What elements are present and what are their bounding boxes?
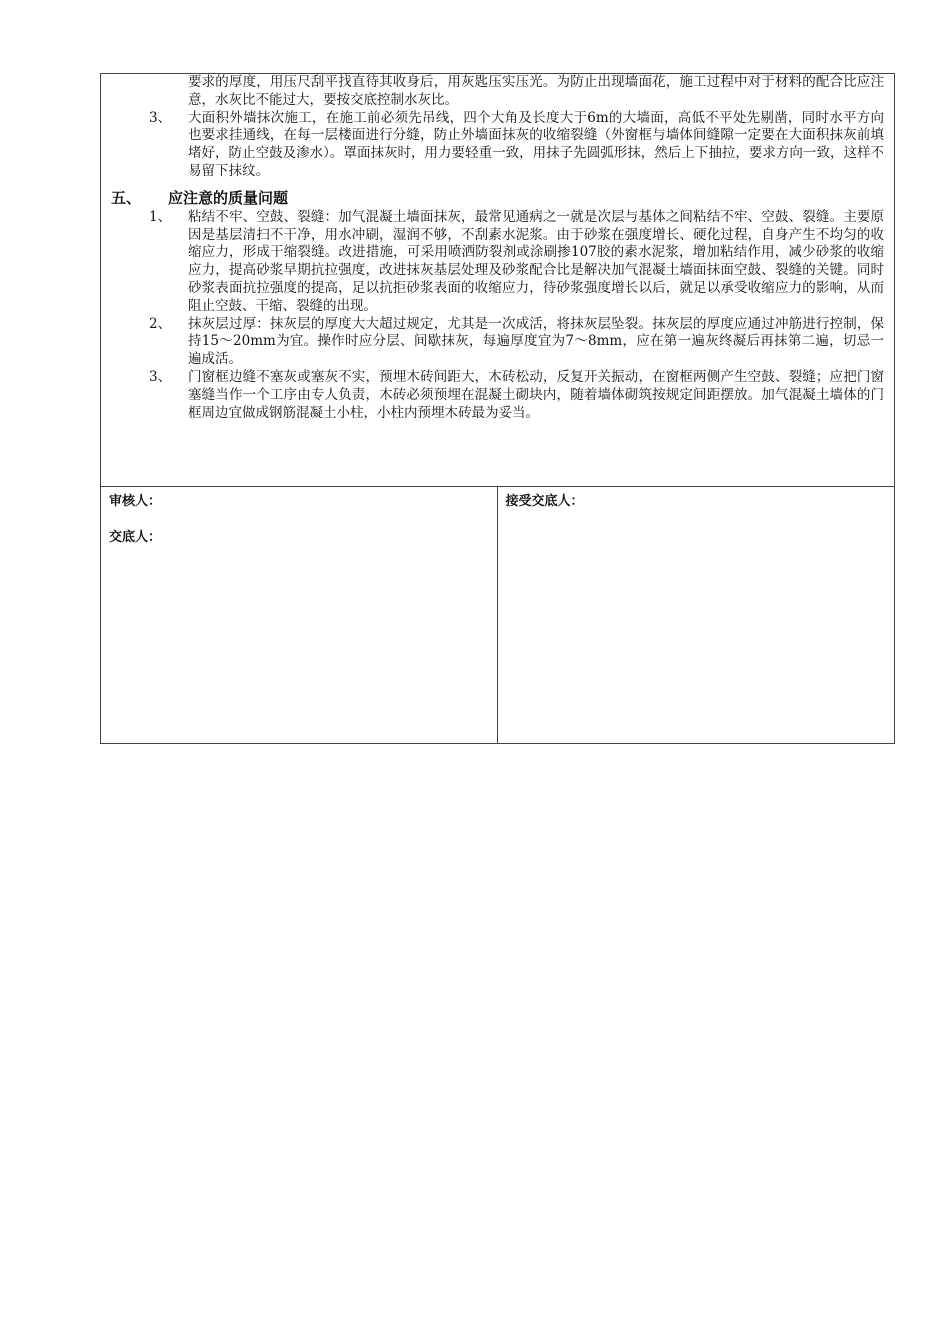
section-number: 五、 <box>111 188 142 207</box>
list-item <box>109 110 886 181</box>
list-item <box>109 369 886 422</box>
list-item <box>109 209 886 316</box>
section-heading <box>109 188 886 208</box>
signature-cell-left <box>101 487 498 743</box>
disclosure-table <box>100 73 895 744</box>
content-cell <box>101 74 894 487</box>
item-number: 2、 <box>149 315 172 332</box>
signature-row <box>101 487 894 743</box>
section-title: 应注意的质量问题 <box>168 188 289 207</box>
item-number: 3、 <box>149 368 172 385</box>
discloser-label: 交底人： <box>109 530 162 545</box>
receiver-label: 接受交底人： <box>505 494 584 509</box>
item-number: 1、 <box>149 208 172 225</box>
signature-cell-right <box>498 487 895 743</box>
reviewer-label: 审核人： <box>109 494 162 509</box>
list-item <box>109 316 886 369</box>
item-text: 大面积外墙抹次施工，在施工前必须先吊线，四个大角及长度大于6m的大墙面，高低不平处先剔凿，同时水平方向也要求挂通线，在每一层楼面进行分缝，防止外墙面抹灰的收缩裂缝（外窗框与墙体间缝隙一定要在大面积抹灰前填堵好，防止空鼓及渗水）。罩面抹灰时，用力要轻重一致，用抹子先圆弧形抹，然后上下抽拉，要求方向一致，这样不易留下抹纹。 <box>188 109 884 179</box>
item-number: 3、 <box>149 109 172 126</box>
item-text: 抹灰层过厚：抹灰层的厚度大大超过规定，尤其是一次成活，将抹灰层坠裂。抹灰层的厚度应通过冲筋进行控制，保持15～20mm为宜。操作时应分层、间歇抹灰，每遍厚度宜为7～8mm，应在第一遍灰终凝后再抹第二遍，切忌一遍成活。 <box>188 315 884 368</box>
item-continuation: 要求的厚度，用压尺刮平找直待其收身后，用灰匙压实压光。为防止出现墙面花，施工过程中对于材料的配合比应注意，水灰比不能过大，要按交底控制水灰比。 <box>188 74 884 108</box>
item-text: 粘结不牢、空鼓、裂缝：加气混凝土墙面抹灰，最常见通病之一就是次层与基体之间粘结不牢、空鼓、裂缝。主要原因是基层清扫不干净，用水冲刷，湿润不够，不刮素水泥浆。由于砂浆在强度增长、硬化过程，自身产生不均匀的收缩应力，形成干缩裂缝。改进措施，可采用喷洒防裂剂或涂刷掺107胶的素水泥浆，增加粘结作用，减少砂浆的收缩应力，提高砂浆早期抗拉强度，改进抹灰基层处理及砂浆配合比是解决加气混凝土墙面抹面空鼓、裂缝的关键。同时砂浆表面抗拉强度的提高，足以抗拒砂浆表面的收缩应力，待砂浆强度增长以后，就足以承受收缩应力的影响，从而阻止空鼓、干缩、裂缝的出现。 <box>188 208 884 314</box>
item-text: 门窗框边缝不塞灰或塞灰不实，预埋木砖间距大，木砖松动，反复开关振动，在窗框两侧产生空鼓、裂缝；应把门窗塞缝当作一个工序由专人负责，木砖必须预埋在混凝土砌块内，随着墙体砌筑按规定间距摆放。加气混凝土墙体的门框周边宜做成钢筋混凝土小柱，小柱内预埋木砖最为妥当。 <box>188 368 884 421</box>
